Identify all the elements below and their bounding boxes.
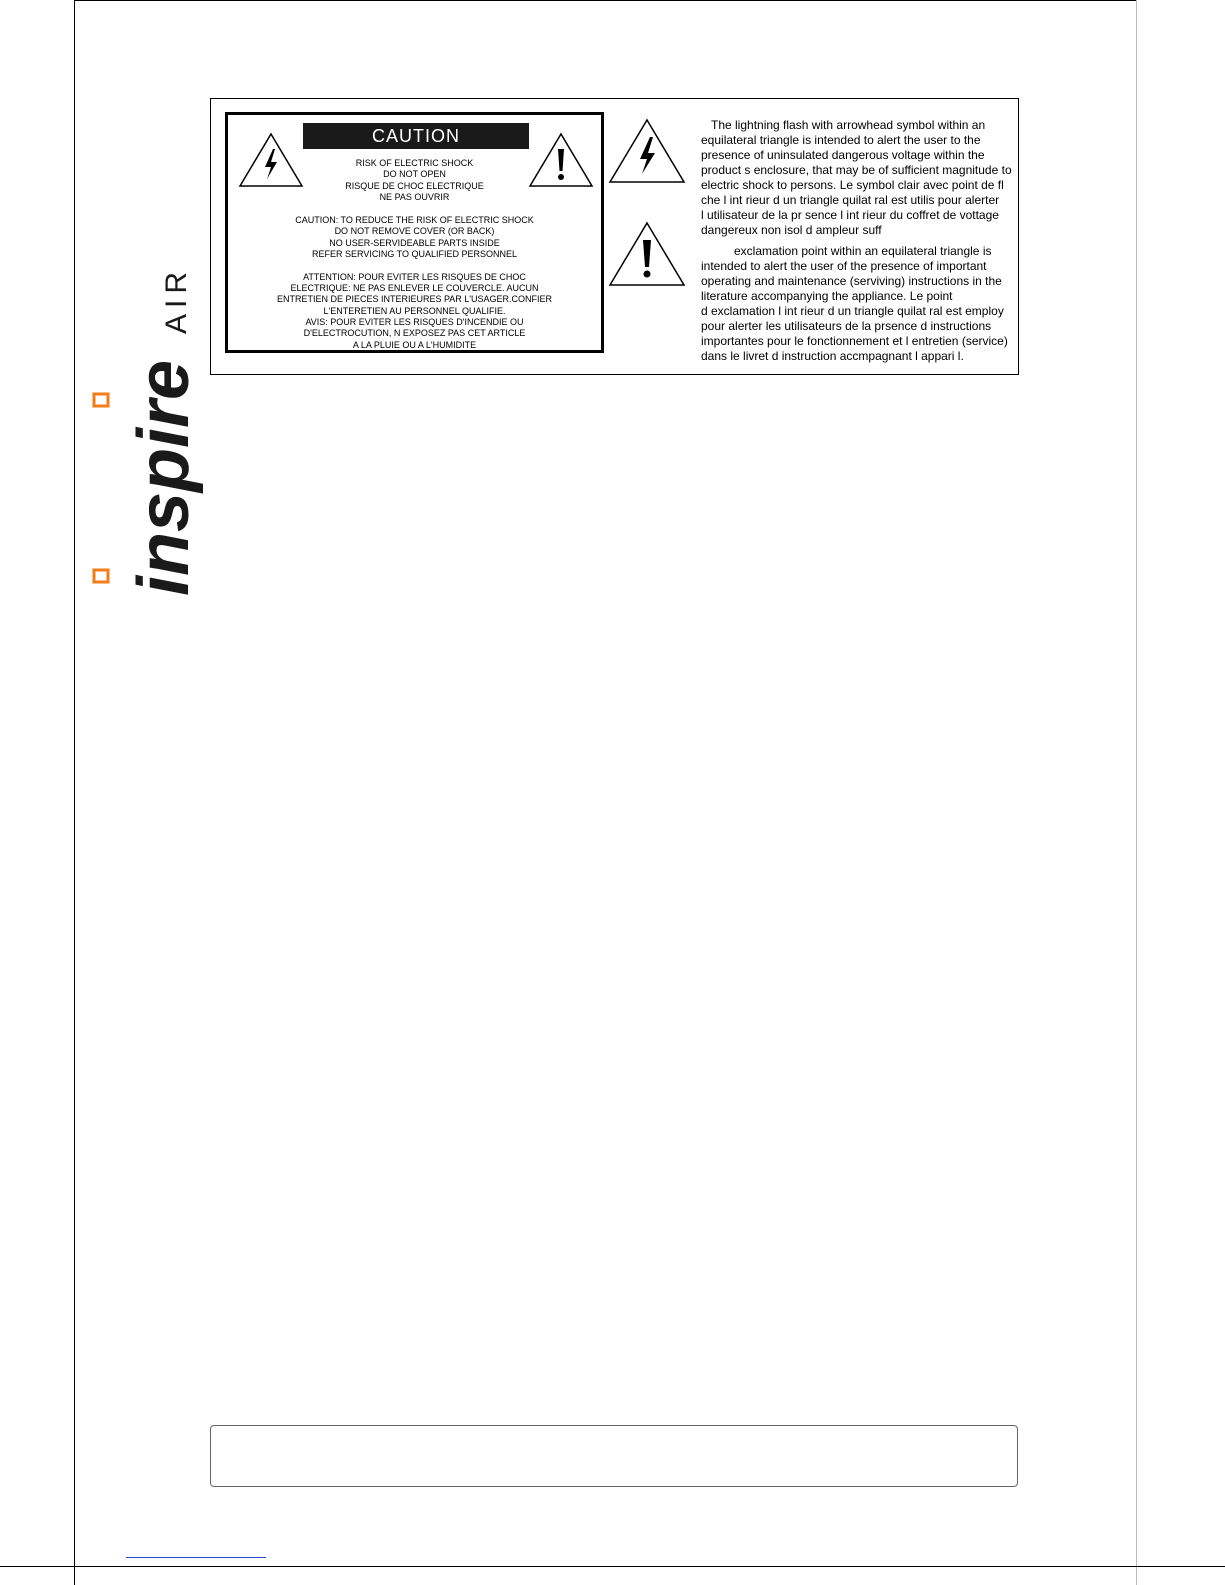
footer-link-underline[interactable]: [126, 1557, 266, 1558]
caution-line: RISK OF ELECTRIC SHOCK: [355, 158, 474, 168]
page-border-right: [1136, 0, 1137, 1585]
exclamation-description-line: literature accompanying the appliance. Le point: [701, 289, 953, 303]
caution-line: L'ENTERETIEN AU PERSONNEL QUALIFIE.: [323, 306, 506, 316]
caution-line: AVIS: POUR EVITER LES RISQUES D'INCENDIE OU: [305, 317, 524, 327]
page-border-bottom: [0, 1566, 1225, 1567]
exclamation-symbol-icon: [607, 220, 687, 288]
caution-line: DO NOT REMOVE COVER (OR BACK): [334, 226, 495, 236]
caution-line: ENTRETIEN DE PIECES INTERIEURES PAR L'USAGER.CONFIER: [276, 294, 553, 304]
caution-line: ATTENTION: POUR EVITER LES RISQUES DE CHOC: [303, 272, 526, 282]
caution-line: A LA PLUIE OU A L'HUMIDITE: [352, 340, 477, 350]
flash-description-line: presence of uninsulated dangerous voltage within the: [701, 148, 985, 162]
caution-line: DO NOT OPEN: [383, 169, 446, 179]
logo-accent-dot-2: [94, 394, 108, 406]
caution-line: NO USER-SERVIDEABLE PARTS INSIDE: [329, 238, 500, 248]
caution-line: CAUTION: TO REDUCE THE RISK OF ELECTRIC SHOCK: [295, 215, 534, 225]
exclamation-description-line: pour alerter les utilisateurs de la prsence d instructions: [701, 319, 992, 333]
exclamation-description-line: operating and maintenance (serviving) instructions in the: [701, 274, 1002, 288]
brand-logo-suffix: AIR: [160, 265, 193, 334]
caution-line: RISQUE DE CHOC ELECTRIQUE: [345, 181, 484, 191]
caution-line: D'ELECTROCUTION, N EXPOSEZ PAS CET ARTICLE: [303, 328, 526, 338]
caution-heading: CAUTION: [303, 123, 529, 149]
exclamation-description-line: exclamation point within an equilateral triangle is: [734, 244, 992, 258]
exclamation-description-line: dans le livret d instruction accmpagnant l appari l.: [701, 349, 964, 363]
exclamation-description-line: d exclamation l int rieur d un triangle quilat ral est employ: [701, 304, 1004, 318]
flash-description-line: dangereux non isol d ampleur suff: [701, 223, 882, 237]
caution-label: [225, 112, 604, 353]
exclamation-description-line: intended to alert the user of the presence of important: [701, 259, 987, 273]
flash-description-line: The lightning flash with arrowhead symbol within an: [711, 118, 986, 132]
flash-description-line: che l int rieur d un triangle quilat ral est utilis pour alerter: [701, 193, 1000, 207]
empty-note-box: [210, 1425, 1018, 1487]
flash-description-line: l utilisateur de la pr sence l int rieur du coffret de vottage: [701, 208, 999, 222]
page-border-top: [74, 0, 1137, 1]
caution-line: ELECTRIQUE: NE PAS ENLEVER LE COUVERCLE. AUCUN: [290, 283, 539, 293]
logo-accent-dot-1: [94, 570, 108, 582]
lightning-symbol-icon: [607, 117, 687, 185]
warning-panel: [210, 98, 1019, 375]
exclamation-description-line: importantes pour le fonctionnement et l entretien (service): [701, 334, 1008, 348]
flash-description-line: product s enclosure, that may be of sufficient magnitude to: [701, 163, 1012, 177]
caution-line: REFER SERVICING TO QUALIFIED PERSONNEL: [311, 249, 518, 259]
flash-description-line: equilateral triangle is intended to alert the user to the: [701, 133, 981, 147]
caution-line: NE PAS OUVRIR: [379, 192, 450, 202]
flash-description-line: electric shock to persons. Le symbol clair avec point de fl: [701, 178, 1004, 192]
brand-logo-word: inspire: [124, 359, 204, 596]
